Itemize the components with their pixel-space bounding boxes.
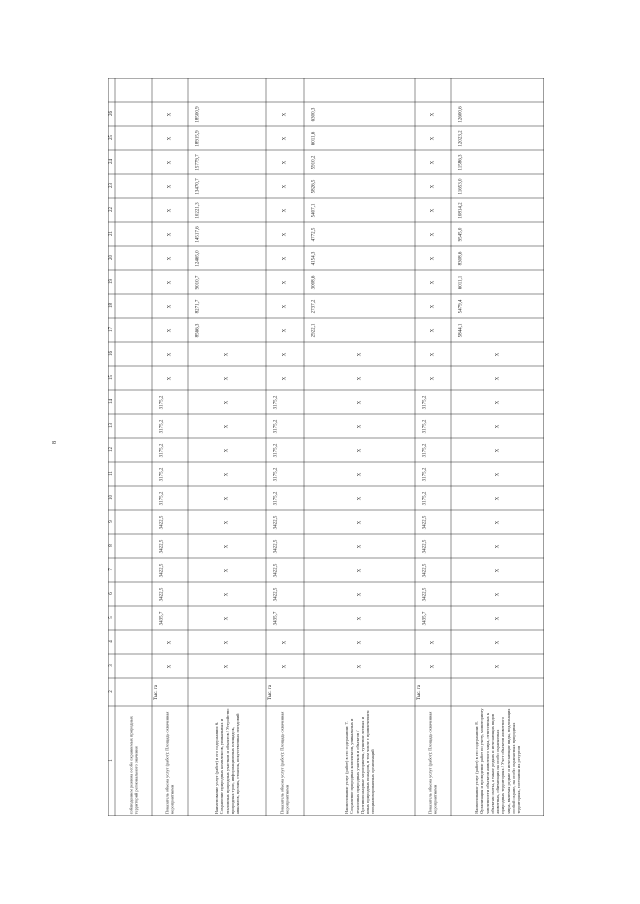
unit-cell: Тыс. га — [417, 684, 423, 700]
table-cell: 11586,3 — [458, 153, 464, 171]
table-cell: X — [282, 664, 288, 668]
table-cell: X — [224, 448, 230, 452]
table-cell: X — [356, 616, 362, 620]
table-cell: 15779,7 — [195, 153, 201, 171]
table-cell: X — [282, 160, 288, 164]
table-cell: 2737,2 — [311, 299, 317, 313]
table-cell: 12023,2 — [458, 129, 464, 147]
column-header: 12 — [109, 447, 114, 452]
table-cell: 8308,6 — [458, 251, 464, 265]
column-header: 22 — [109, 207, 114, 212]
table-cell: X — [167, 376, 173, 380]
table-cell: 8566,3 — [195, 323, 201, 337]
row-label: Наименование услуг (работ) в его содержании: 6. Сохранение природных комплексов, уникальных и эталонных природных участков и объектов / Устройство природных троп, информационных площадок, аншлагов, прочих, стоянок, искусственных гнездовий — [213, 708, 240, 815]
table-cell: 4154,3 — [311, 251, 317, 265]
column-header: 20 — [109, 255, 114, 260]
table-cell: X — [167, 184, 173, 188]
table-cell: 3175,2 — [422, 443, 428, 457]
column-header: 15 — [109, 375, 114, 380]
table-cell: X — [430, 352, 436, 356]
table-cell: 3422,5 — [273, 515, 279, 529]
column-header: 13 — [109, 423, 114, 428]
column-header: 10 — [109, 495, 114, 500]
table-cell: X — [356, 520, 362, 524]
table-cell: X — [356, 472, 362, 476]
table-cell: X — [430, 664, 436, 668]
table-cell: X — [167, 328, 173, 332]
column-header: 8 — [108, 544, 114, 547]
unit-cell: Тыс. га — [268, 684, 274, 700]
column-header: 3 — [108, 664, 114, 667]
table-cell: X — [494, 352, 500, 356]
table-cell: 3175,2 — [422, 419, 428, 433]
table-cell: X — [224, 616, 230, 620]
table-cell: 3422,5 — [273, 587, 279, 601]
table-cell: 8271,7 — [195, 299, 201, 313]
table-cell: X — [356, 568, 362, 572]
table-cell: X — [282, 136, 288, 140]
row-label: Показатель объема услуг (работ): Площадь охваченная мероприятиями — [164, 711, 175, 814]
table-cell: 18915,9 — [195, 129, 201, 147]
table-cell: X — [167, 352, 173, 356]
column-header: 25 — [109, 135, 114, 140]
table-cell: 3422,5 — [422, 515, 428, 529]
table-cell: X — [224, 568, 230, 572]
table-cell: X — [224, 352, 230, 356]
column-header: 4 — [108, 640, 114, 643]
table-cell: 9010,7 — [195, 275, 201, 289]
column-header: 5 — [108, 616, 114, 619]
table-cell: X — [430, 208, 436, 212]
table-cell: X — [356, 376, 362, 380]
table-cell: X — [494, 520, 500, 524]
table-cell: 3422,5 — [159, 587, 165, 601]
column-header: 16 — [109, 351, 114, 356]
table-cell: 3008,6 — [311, 275, 317, 289]
table-cell: 6011,6 — [311, 131, 317, 145]
table-cell: X — [356, 424, 362, 428]
table-cell: X — [494, 376, 500, 380]
table-cell: X — [494, 592, 500, 596]
table-cell: 4772,5 — [311, 227, 317, 241]
table-cell: 12600,6 — [458, 105, 464, 123]
page-number: 8 — [52, 441, 58, 444]
column-header: 6 — [108, 592, 114, 595]
table-cell: X — [282, 352, 288, 356]
column-header: 24 — [109, 159, 114, 164]
unit-cell: Тыс. га — [154, 684, 160, 700]
table-cell: X — [430, 328, 436, 332]
column-header: 17 — [109, 327, 114, 332]
table-cell: 5910,2 — [311, 155, 317, 169]
table-cell: 3422,5 — [422, 563, 428, 577]
table-cell: 5407,1 — [311, 203, 317, 217]
table-cell: X — [282, 256, 288, 260]
table-cell: X — [167, 208, 173, 212]
table-cell: X — [356, 448, 362, 452]
table-cell: 5479,4 — [458, 299, 464, 313]
table-cell: 3422,5 — [273, 539, 279, 553]
table-cell: X — [167, 664, 173, 668]
row-label: Показатель объема услуг (работ): Площадь охваченная мероприятиями — [279, 711, 290, 814]
table-cell: X — [282, 304, 288, 308]
table-cell: X — [167, 280, 173, 284]
table-cell: 3175,2 — [273, 419, 279, 433]
table-cell: 6300,3 — [311, 107, 317, 121]
table-cell: 3175,2 — [273, 491, 279, 505]
table-cell: X — [224, 664, 230, 668]
table-cell: X — [167, 160, 173, 164]
row-label: соблюдением режима особо охраняемых природных территорий регионального значения — [128, 715, 139, 814]
table-cell: X — [494, 472, 500, 476]
table-cell: X — [430, 232, 436, 236]
table-cell: X — [282, 232, 288, 236]
table-cell: X — [430, 304, 436, 308]
column-header: 14 — [109, 399, 114, 404]
table-cell: X — [430, 280, 436, 284]
table-cell: X — [494, 544, 500, 548]
table-cell: X — [430, 136, 436, 140]
table-cell: X — [224, 520, 230, 524]
table-cell: X — [356, 496, 362, 500]
column-header: 2 — [108, 690, 114, 693]
table-cell: 3175,2 — [422, 467, 428, 481]
table-cell: X — [356, 544, 362, 548]
column-header: 21 — [109, 231, 114, 236]
row-label: Наименование услуг (работ) в его содержании: 7. Сохранение природных комплексов, уникальных и эталонных природных участков и объектов / Противопожарные мероприятия, тушение лесных и иных природных пожаров, в том числе с привлечением специализированных организаций — [343, 710, 376, 814]
table-cell: X — [430, 376, 436, 380]
table-cell: 6011,1 — [458, 275, 464, 289]
row-label: Наименование услуг (работ) в его содержании: 8. Организация и проведение работ по учету, мониторингу численности объектов животного мира, отнесенных к объектам охоты, а также редких и исчезающих видов животных, обитающих на особо охраняемых природных территориях / Учет объектов животного мира, включая редкие и исчезающие виды, подлежащих особой охране, на особо охраняемых природных территориях, состояния их ресурсов — [473, 708, 521, 814]
column-header: 1 — [108, 759, 114, 762]
table-cell: 3422,5 — [159, 515, 165, 529]
table-cell: 3435,7 — [273, 611, 279, 625]
column-header: 7 — [108, 568, 114, 571]
table-cell: X — [224, 640, 230, 644]
table-cell: 5826,5 — [311, 179, 317, 193]
table-cell: X — [282, 640, 288, 644]
table-cell: X — [494, 616, 500, 620]
table-cell: 13470,7 — [195, 177, 201, 195]
table-cell: X — [356, 640, 362, 644]
column-header: 9 — [108, 520, 114, 523]
table-cell: X — [356, 664, 362, 668]
table-cell: 3175,2 — [273, 467, 279, 481]
data-table — [108, 78, 544, 816]
table-cell: X — [224, 544, 230, 548]
table-cell: X — [430, 112, 436, 116]
table-cell: X — [494, 664, 500, 668]
table-cell: X — [494, 424, 500, 428]
table-cell: 3422,5 — [159, 563, 165, 577]
table-cell: X — [430, 184, 436, 188]
column-header: 11 — [108, 471, 114, 476]
table-cell: 10221,3 — [195, 201, 201, 219]
table-cell: X — [224, 376, 230, 380]
table-cell: 3422,5 — [273, 563, 279, 577]
table-cell: X — [282, 280, 288, 284]
table-cell: X — [356, 352, 362, 356]
table-cell: 3422,5 — [159, 539, 165, 553]
table-cell: 3175,2 — [159, 419, 165, 433]
table-grid — [108, 78, 544, 816]
table-cell: 18500,9 — [195, 105, 201, 123]
column-header: 19 — [109, 279, 114, 284]
table-cell: 2922,1 — [311, 323, 317, 337]
table-cell: X — [494, 640, 500, 644]
table-cell: X — [167, 232, 173, 236]
table-cell: X — [430, 640, 436, 644]
table-cell: 14517,6 — [195, 225, 201, 243]
table-cell: 3175,2 — [159, 395, 165, 409]
column-header: 26 — [109, 111, 114, 116]
table-cell: X — [430, 160, 436, 164]
table-cell: X — [224, 424, 230, 428]
table-cell: 5844,1 — [458, 323, 464, 337]
table-cell: X — [282, 376, 288, 380]
table-cell: X — [430, 256, 436, 260]
table-cell: X — [167, 304, 173, 308]
table-cell: 3175,2 — [422, 395, 428, 409]
table-cell: X — [494, 496, 500, 500]
table-cell: X — [356, 400, 362, 404]
table-cell: X — [282, 328, 288, 332]
table-cell: X — [167, 136, 173, 140]
table-cell: 3422,5 — [422, 587, 428, 601]
table-cell: 3422,5 — [422, 539, 428, 553]
row-label: Показатель объема услуг (работ): Площадь охваченная мероприятиями — [427, 711, 438, 814]
table-cell: 3175,2 — [159, 443, 165, 457]
table-cell: X — [224, 400, 230, 404]
table-cell: 3175,2 — [159, 491, 165, 505]
table-cell: 10814,2 — [458, 201, 464, 219]
table-cell: 3435,7 — [422, 611, 428, 625]
table-cell: X — [282, 208, 288, 212]
table-cell: X — [224, 472, 230, 476]
column-header: 18 — [109, 303, 114, 308]
table-cell: 3175,2 — [273, 395, 279, 409]
table-cell: X — [494, 400, 500, 404]
table-cell: 3435,7 — [159, 611, 165, 625]
table-cell: 3175,2 — [159, 467, 165, 481]
table-cell: 11653,0 — [458, 177, 464, 195]
table-cell: X — [494, 448, 500, 452]
table-cell: 9545,0 — [458, 227, 464, 241]
table-cell: 3175,2 — [422, 491, 428, 505]
table-cell: 12465,0 — [195, 249, 201, 267]
table-cell: X — [494, 568, 500, 572]
table-cell: X — [167, 256, 173, 260]
table-cell: X — [282, 184, 288, 188]
table-cell: X — [282, 112, 288, 116]
table-cell: X — [167, 640, 173, 644]
table-cell: X — [224, 592, 230, 596]
table-cell: X — [224, 496, 230, 500]
table-cell: X — [167, 112, 173, 116]
table-cell: X — [356, 592, 362, 596]
table-cell: 3175,2 — [273, 443, 279, 457]
column-header: 23 — [109, 183, 114, 188]
